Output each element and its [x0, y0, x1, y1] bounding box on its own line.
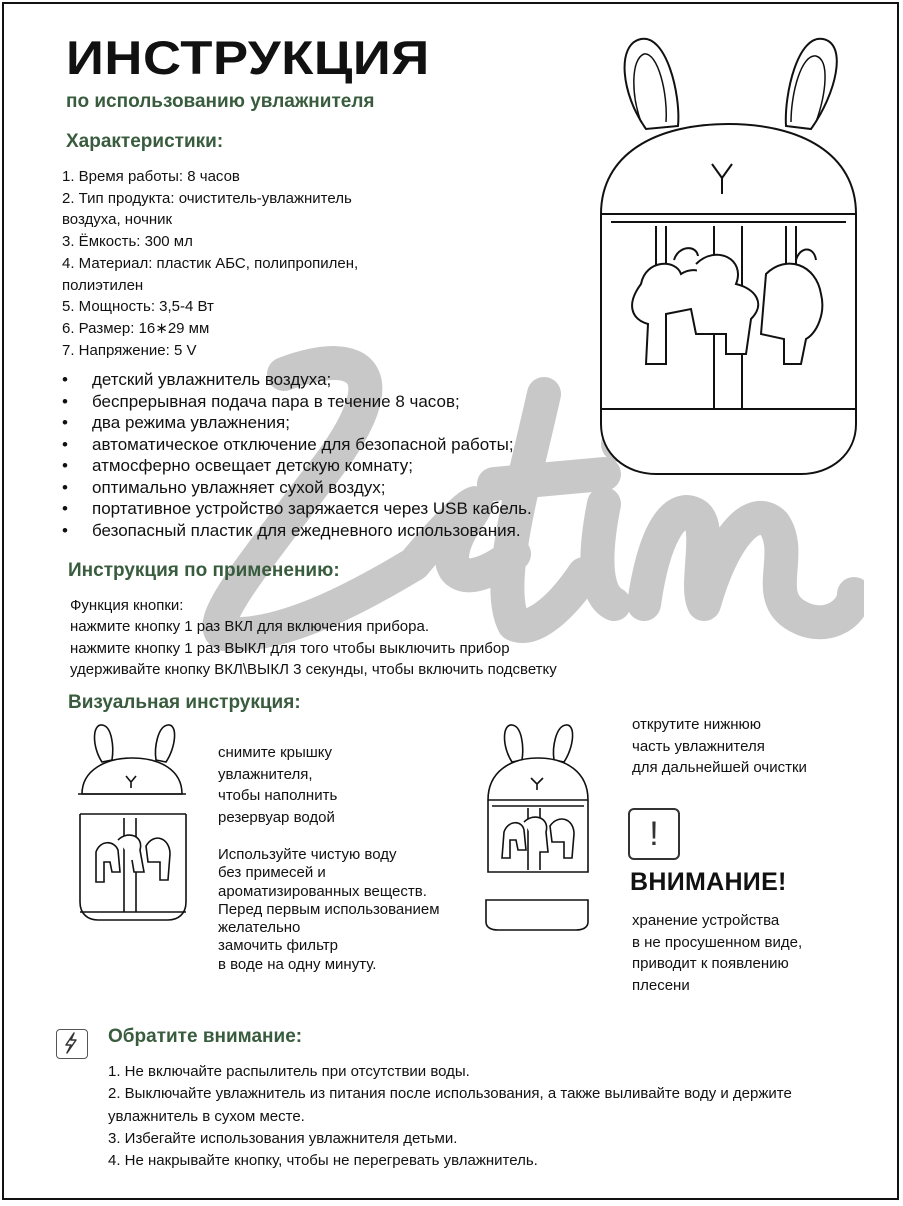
usage-line: Функция кнопки: — [70, 597, 184, 614]
step3-line: открутите нижнюю — [632, 716, 762, 733]
feature-item: • портативное устройство заряжается через USB кабель. — [62, 498, 532, 520]
usage-text — [70, 595, 557, 680]
step1-line: снимите крышку — [218, 744, 333, 761]
feature-item: • беспрерывная подача пара в течение 8 часов; — [62, 391, 532, 413]
step2-line: желательно — [218, 919, 301, 937]
step3-text — [632, 714, 807, 779]
visual-heading: Визуальная инструкция: — [68, 692, 301, 713]
note-item: 1. Не включайте распылитель при отсутствии воды. — [108, 1063, 470, 1080]
warning-symbol: ! — [649, 814, 659, 853]
feature-item: • атмосферно освещает детскую комнату; — [62, 455, 532, 477]
specs-heading: Характеристики: — [66, 131, 224, 152]
warning-text — [632, 910, 802, 996]
step2-line: Перед первым использованием — [218, 900, 440, 918]
notes-list — [108, 1061, 828, 1172]
specs-item: 5. Мощность: 3,5-4 Вт — [62, 298, 214, 316]
step1-line: увлажнителя, — [218, 765, 313, 783]
specs-item: 2. Тип продукта: очиститель-увлажнитель — [62, 189, 352, 207]
usage-line: нажмите кнопку 1 раз ВЫКЛ для того чтобы выключить прибор — [70, 639, 510, 657]
usage-line: удерживайте кнопку ВКЛ\ВЫКЛ 3 секунды, чтобы включить подсветку — [70, 660, 557, 678]
specs-list — [62, 166, 358, 361]
step3-base-removed-illustration — [482, 722, 594, 932]
feature-item: • автоматическое отключение для безопасной работы; — [62, 434, 532, 456]
note-item: 4. Не накрывайте кнопку, чтобы не перегревать увлажнитель. — [108, 1152, 538, 1170]
humidifier-bunny-illustration — [586, 34, 871, 489]
usage-heading: Инструкция по применению: — [68, 560, 340, 581]
step2-line: ароматизированных веществ. — [218, 882, 427, 900]
warning-line: приводит к появлению — [632, 955, 789, 972]
step1-line: резервуар водой — [218, 808, 335, 826]
step2-line: Используйте чистую воду — [218, 846, 397, 863]
warning-line: плесени — [632, 976, 690, 994]
warning-line: в не просушенном виде, — [632, 933, 803, 951]
specs-item: полиэтилен — [62, 276, 144, 294]
feature-item: • два режима увлажнения; — [62, 412, 532, 434]
step2-line: без примесей и — [218, 864, 326, 882]
warning-line: хранение устройства — [632, 912, 780, 929]
note-item: 2. Выключайте увлажнитель из питания после использования, а также выливайте воду и держите увлажнитель в сухом месте. — [108, 1085, 792, 1125]
step2-line: в воде на одну минуту. — [218, 955, 377, 973]
step3-line: часть увлажнителя — [632, 737, 765, 755]
usage-line: нажмите кнопку 1 раз ВКЛ для включения прибора. — [70, 618, 430, 636]
feature-item: • безопасный пластик для ежедневного использования. — [62, 520, 532, 542]
specs-item: 6. Размер: 16∗29 мм — [62, 319, 210, 337]
notes-heading: Обратите внимание: — [108, 1026, 303, 1047]
instruction-sheet — [2, 2, 899, 1200]
warning-icon — [628, 808, 680, 860]
note-item: 3. Избегайте использования увлажнителя детьми. — [108, 1129, 458, 1147]
specs-item: воздуха, ночник — [62, 211, 173, 229]
page-title: ИНСТРУКЦИЯ — [66, 31, 430, 84]
step1-lid-removed-illustration — [74, 722, 194, 927]
step2-text — [218, 846, 440, 974]
warning-title: ВНИМАНИЕ! — [630, 868, 787, 896]
specs-item: 7. Напряжение: 5 V — [62, 341, 197, 359]
step2-line: замочить фильтр — [218, 937, 338, 955]
step3-line: для дальнейшей очистки — [632, 759, 807, 776]
specs-item: 4. Материал: пластик АБС, полипропилен, — [62, 254, 359, 272]
step1-line: чтобы наполнить — [218, 787, 338, 804]
step1-text — [218, 742, 337, 828]
specs-item: 1. Время работы: 8 часов — [62, 168, 240, 185]
features-list — [62, 369, 532, 541]
page-subtitle: по использованию увлажнителя — [66, 91, 375, 112]
lightning-icon — [56, 1029, 88, 1059]
feature-item: • оптимально увлажняет сухой воздух; — [62, 477, 532, 499]
specs-item: 3. Ёмкость: 300 мл — [62, 233, 193, 251]
feature-item: • детский увлажнитель воздуха; — [62, 369, 532, 391]
